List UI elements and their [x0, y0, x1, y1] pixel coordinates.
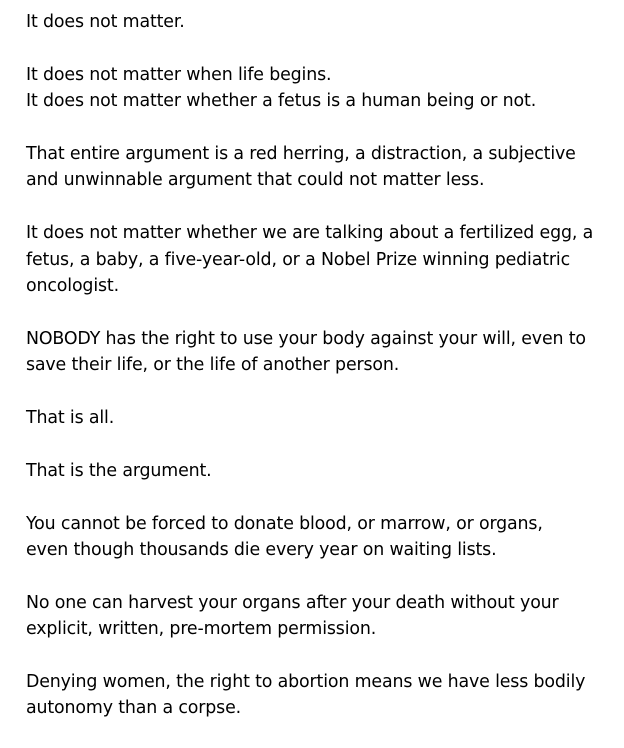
text-line: That is the argument. [26, 460, 212, 481]
text-line: fetus, a baby, a five-year-old, or a Nobel Prize winning pediatric [26, 249, 571, 270]
document-body [26, 9, 618, 748]
text-line: That entire argument is a red herring, a distraction, a subjective [26, 144, 576, 164]
paragraph-9 [26, 590, 618, 643]
paragraph-1 [26, 9, 618, 35]
paragraph-6 [26, 405, 618, 431]
text-line: NOBODY has the right to use your body against your will, even to [26, 328, 586, 349]
text-line: and unwinnable argument that could not matter less. [26, 170, 485, 191]
text-line: No one can harvest your organs after your death without your [26, 592, 559, 613]
text-line: Denying women, the right to abortion means we have less bodily [26, 672, 586, 693]
text-line: It does not matter whether a fetus is a human being or not. [26, 91, 537, 112]
paragraph-4 [26, 220, 618, 299]
paragraph-3 [26, 141, 618, 194]
text-line: oncologist. [26, 276, 119, 297]
paragraph-7 [26, 458, 618, 484]
text-line: That is all. [26, 408, 115, 429]
text-line: It does not matter whether we are talking about a fertilized egg, a [26, 223, 594, 244]
paragraph-2 [26, 62, 618, 115]
text-line: even though thousands die every year on waiting lists. [26, 540, 497, 561]
paragraph-5 [26, 326, 618, 379]
text-line: It does not matter. [26, 12, 185, 32]
paragraph-8 [26, 511, 618, 564]
text-line: It does not matter when life begins. [26, 64, 332, 85]
text-line: explicit, written, pre-mortem permission. [26, 619, 377, 640]
paragraph-10 [26, 669, 618, 722]
text-line: You cannot be forced to donate blood, or marrow, or organs, [26, 513, 543, 534]
text-line: save their life, or the life of another person. [26, 355, 400, 376]
text-line: autonomy than a corpse. [26, 698, 242, 719]
